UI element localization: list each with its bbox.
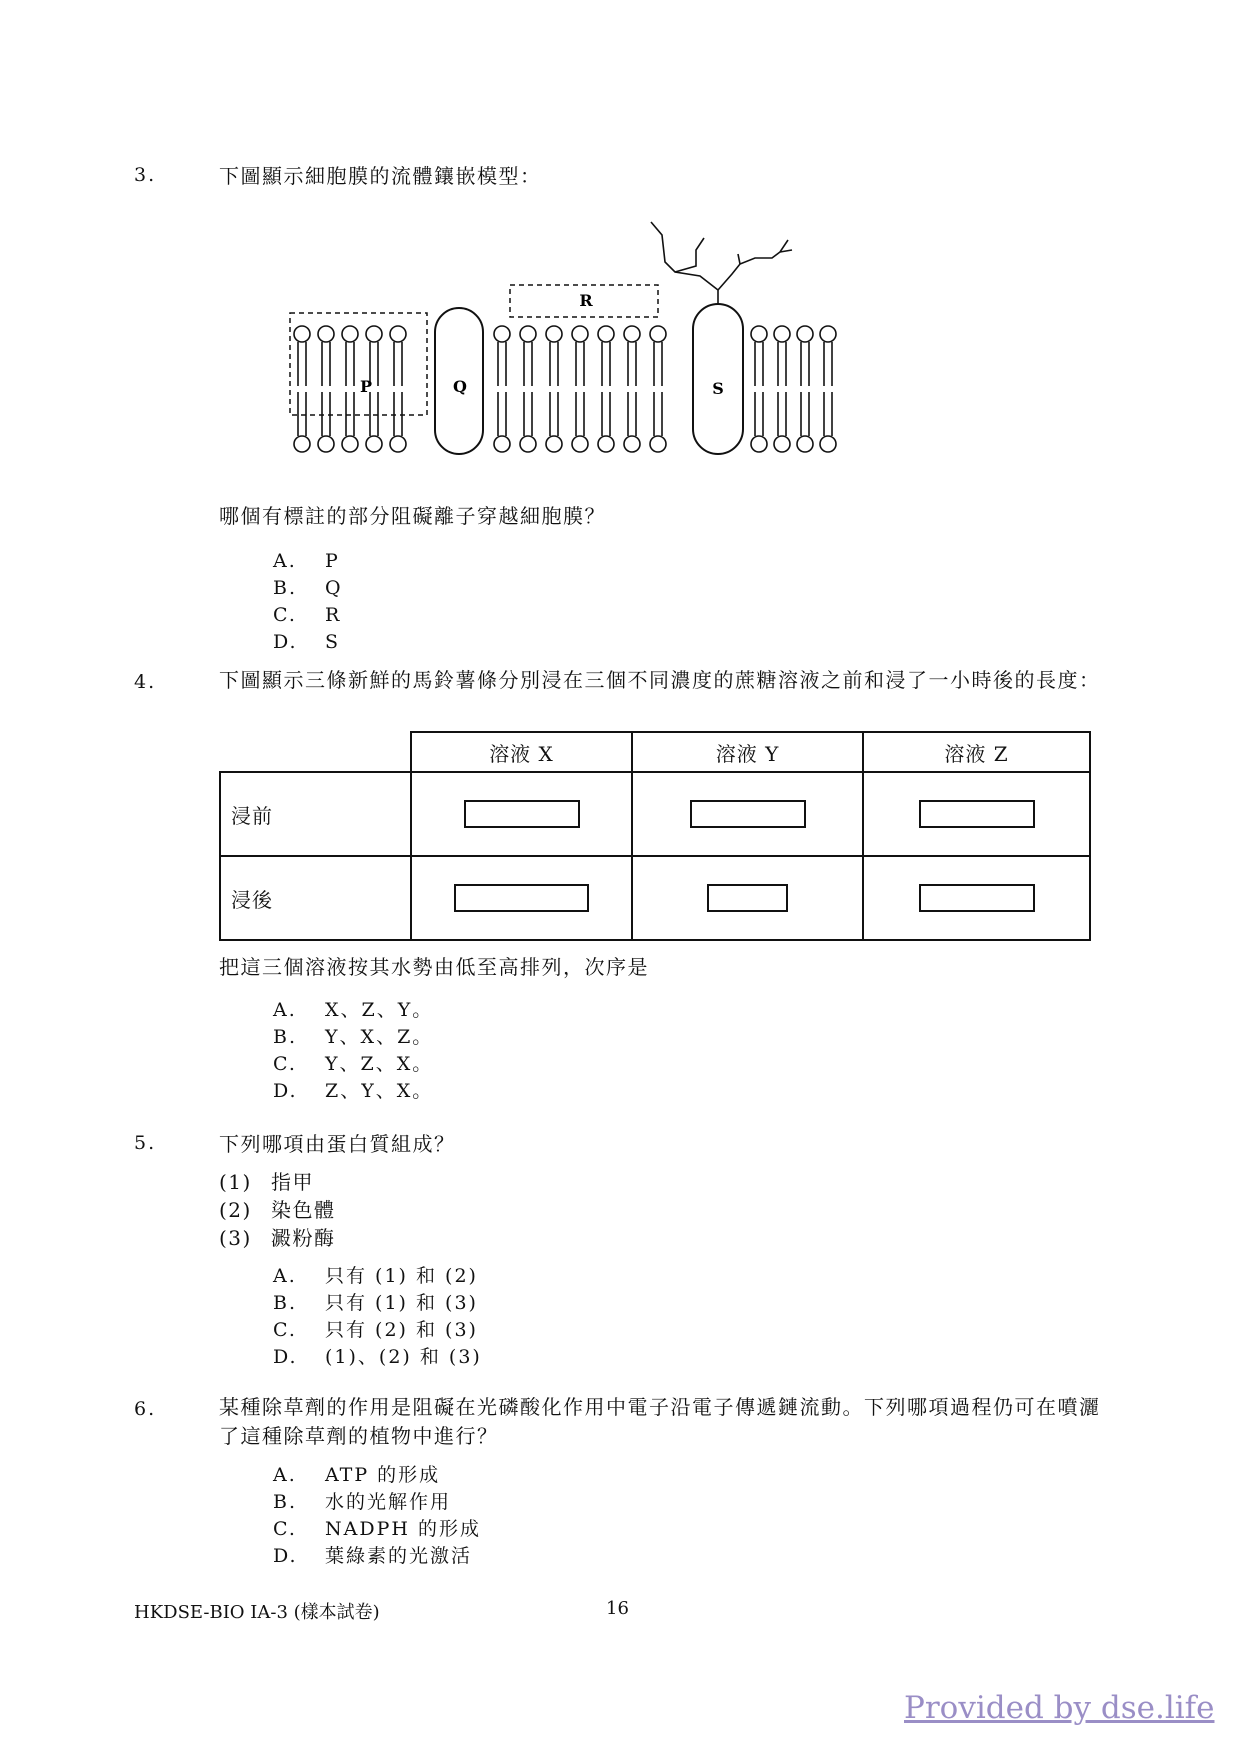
phosphate-head — [598, 326, 614, 342]
column-header-x: 溶液 X — [411, 732, 632, 772]
phosphate-head — [366, 436, 382, 452]
question-4-stem: 下圖顯示三條新鮮的馬鈴薯條分別浸在三個不同濃度的蔗糖溶液之前和浸了一小時後的長度： — [219, 668, 1101, 692]
item-number: (1) — [219, 1170, 252, 1194]
potato-strip — [454, 884, 589, 912]
region-p-box — [290, 313, 427, 415]
column-header-y: 溶液 Y — [632, 732, 863, 772]
option-text: (1)、(2) 和 (3) — [325, 1346, 482, 1368]
row-label-before: 浸前 — [220, 772, 411, 856]
potato-strip — [919, 884, 1035, 912]
phosphate-head — [318, 326, 334, 342]
phosphate-head — [751, 326, 767, 342]
option-letter: D. — [273, 631, 298, 653]
list-item — [219, 1196, 336, 1224]
strip-cell — [411, 856, 632, 940]
page-number: 16 — [606, 1598, 629, 1619]
option-letter: D. — [273, 1346, 298, 1368]
item-number: (3) — [219, 1226, 252, 1250]
option-text: S — [325, 631, 341, 653]
strip-cell — [863, 856, 1090, 940]
potato-strip — [464, 800, 580, 828]
option-text: ATP 的形成 — [325, 1464, 441, 1486]
question-6-stem: 某種除草劑的作用是阻礙在光磷酸化作用中電子沿電子傳遞鏈流動。下列哪項過程仍可在噴灑了這種除草劑的植物中進行？ — [219, 1395, 1101, 1448]
phosphate-head — [546, 436, 562, 452]
phosphate-head — [294, 326, 310, 342]
strip-cell — [411, 772, 632, 856]
option-text: 水的光解作用 — [325, 1491, 452, 1513]
phosphate-head — [650, 326, 666, 342]
question-4-options — [273, 997, 433, 1105]
phosphate-head — [797, 436, 813, 452]
option-a[interactable] — [273, 548, 343, 575]
phosphate-head — [294, 436, 310, 452]
phosphate-head — [342, 436, 358, 452]
item-text: 澱粉酶 — [271, 1226, 336, 1250]
option-b[interactable] — [273, 1024, 433, 1051]
option-letter: B. — [273, 1026, 298, 1048]
phosphate-head — [624, 326, 640, 342]
phosphate-head — [650, 436, 666, 452]
phosphate-head — [774, 326, 790, 342]
option-letter: C. — [273, 1518, 297, 1540]
option-letter: B. — [273, 577, 298, 599]
phosphate-head — [494, 436, 510, 452]
strip-cell — [632, 772, 863, 856]
option-text: Q — [325, 577, 343, 599]
option-text: R — [325, 604, 342, 626]
potato-strip-table — [219, 731, 1091, 941]
option-letter: B. — [273, 1292, 298, 1314]
question-5-number: 5. — [134, 1132, 157, 1154]
option-text: 葉綠素的光激活 — [325, 1545, 473, 1567]
option-text: Y、Z、X。 — [325, 1053, 434, 1075]
option-text: 只有 (1) 和 (3) — [325, 1292, 478, 1314]
option-c[interactable] — [273, 602, 343, 629]
phosphate-head — [572, 436, 588, 452]
option-d[interactable] — [273, 1078, 433, 1105]
option-b[interactable] — [273, 1489, 481, 1516]
question-3-stem: 下圖顯示細胞膜的流體鑲嵌模型： — [219, 164, 542, 188]
question-5-items — [219, 1168, 336, 1252]
list-item — [219, 1168, 336, 1196]
list-item — [219, 1224, 336, 1252]
option-c[interactable] — [273, 1051, 433, 1078]
option-letter: A. — [273, 550, 297, 572]
option-letter: B. — [273, 1491, 298, 1513]
phosphate-head — [774, 436, 790, 452]
potato-strip — [690, 800, 806, 828]
question-6-number: 6. — [134, 1398, 157, 1420]
cell-membrane-diagram — [280, 210, 850, 470]
phosphate-head — [318, 436, 334, 452]
option-letter: A. — [273, 1265, 297, 1287]
phosphate-head — [598, 436, 614, 452]
phosphate-head — [520, 326, 536, 342]
question-3-prompt: 哪個有標註的部分阻礙離子穿越細胞膜？ — [219, 504, 606, 528]
option-letter: C. — [273, 1053, 297, 1075]
option-c[interactable] — [273, 1317, 482, 1344]
phosphate-head — [342, 326, 358, 342]
option-d[interactable] — [273, 629, 343, 656]
phosphate-head — [797, 326, 813, 342]
phosphate-head — [820, 326, 836, 342]
phosphate-head — [624, 436, 640, 452]
option-text: X、Z、Y。 — [325, 999, 434, 1021]
option-text: Y、X、Z。 — [325, 1026, 434, 1048]
option-b[interactable] — [273, 575, 343, 602]
option-letter: D. — [273, 1080, 298, 1102]
column-header-z: 溶液 Z — [863, 732, 1090, 772]
question-3-number: 3. — [134, 164, 157, 186]
option-text: P — [325, 550, 340, 572]
label-s: S — [712, 379, 724, 398]
phosphate-head — [546, 326, 562, 342]
option-text: 只有 (2) 和 (3) — [325, 1319, 478, 1341]
option-c[interactable] — [273, 1516, 481, 1543]
paper-code: HKDSE-BIO IA-3 (樣本試卷) — [134, 1602, 380, 1623]
watermark-link[interactable]: Provided by dse.life — [904, 1690, 1215, 1726]
potato-strip — [919, 800, 1035, 828]
option-d[interactable] — [273, 1543, 481, 1570]
phosphate-head — [390, 436, 406, 452]
strip-cell — [863, 772, 1090, 856]
item-text: 染色體 — [271, 1198, 336, 1222]
option-d[interactable] — [273, 1344, 482, 1371]
option-text: 只有 (1) 和 (2) — [325, 1265, 478, 1287]
phosphate-head — [366, 326, 382, 342]
item-number: (2) — [219, 1198, 252, 1222]
phosphate-head — [494, 326, 510, 342]
option-letter: A. — [273, 999, 297, 1021]
option-a[interactable] — [273, 997, 433, 1024]
question-5-options — [273, 1263, 482, 1371]
option-text: Z、Y、X。 — [325, 1080, 434, 1102]
option-letter: C. — [273, 1319, 297, 1341]
label-r: R — [579, 291, 593, 310]
phosphate-head — [820, 436, 836, 452]
phosphate-head — [520, 436, 536, 452]
phosphate-head — [751, 436, 767, 452]
option-b[interactable] — [273, 1290, 482, 1317]
option-a[interactable] — [273, 1263, 482, 1290]
phosphate-head — [572, 326, 588, 342]
potato-strip — [707, 884, 788, 912]
row-label-after: 浸後 — [220, 856, 411, 940]
question-4-prompt: 把這三個溶液按其水勢由低至高排列，次序是 — [219, 955, 649, 979]
question-4-number: 4. — [134, 671, 157, 693]
label-q: Q — [453, 377, 467, 396]
table-corner — [220, 732, 411, 772]
option-letter: D. — [273, 1545, 298, 1567]
option-letter: A. — [273, 1464, 297, 1486]
option-text: NADPH 的形成 — [325, 1518, 481, 1540]
question-3-options — [273, 548, 343, 656]
question-6-options — [273, 1462, 481, 1570]
option-letter: C. — [273, 604, 297, 626]
item-text: 指甲 — [271, 1170, 314, 1194]
phosphate-head — [390, 326, 406, 342]
option-a[interactable] — [273, 1462, 481, 1489]
label-p: P — [360, 377, 373, 396]
carbohydrate-chain — [651, 222, 792, 304]
strip-cell — [632, 856, 863, 940]
question-5-stem: 下列哪項由蛋白質組成？ — [219, 1132, 456, 1156]
